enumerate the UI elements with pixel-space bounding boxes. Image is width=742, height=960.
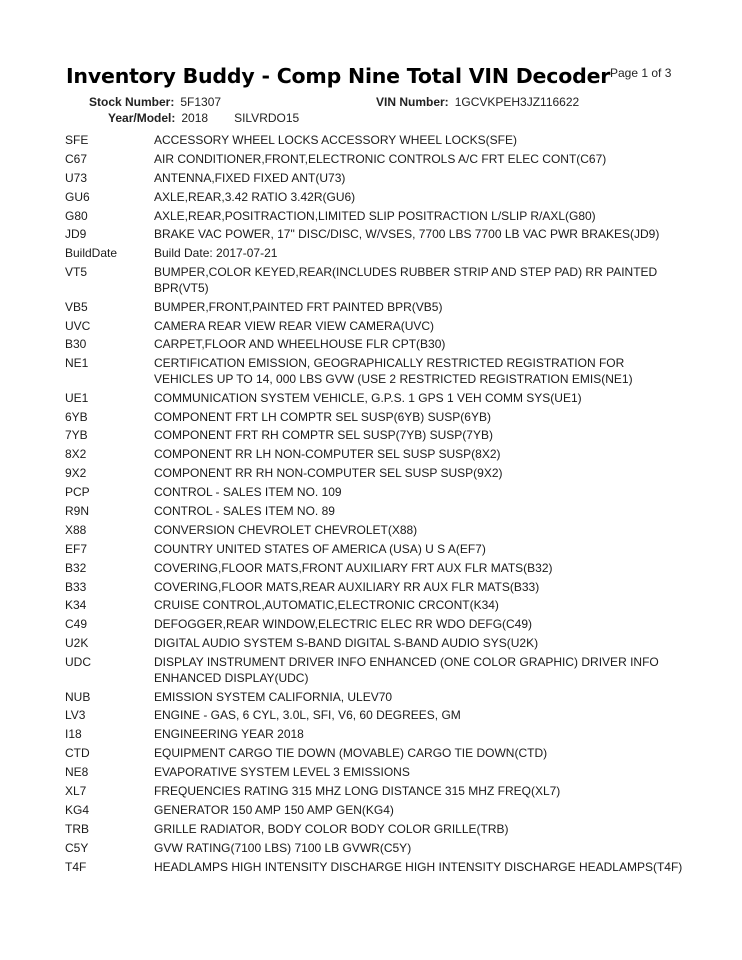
option-description: ANTENNA,FIXED FIXED ANT(U73) [154,170,346,185]
option-row [65,636,685,652]
option-code: NE1 [65,356,89,371]
option-row [65,319,685,335]
option-row [65,860,685,876]
option-row [65,765,685,781]
option-code: C5Y [65,840,89,855]
option-row [65,300,685,316]
option-row [65,803,685,819]
option-code: XL7 [65,784,87,798]
option-description: GRILLE RADIATOR, BODY COLOR BODY COLOR GRILLE(TRB) [154,821,509,836]
option-description: COMPONENT FRT RH COMPTR SEL SUSP(7YB) SUSP(7YB) [154,428,493,443]
option-row [65,356,685,387]
option-row [65,428,685,444]
option-row [65,841,685,857]
option-code: JD9 [65,227,87,242]
option-description: CARPET,FLOOR AND WHEELHOUSE FLR CPT(B30) [154,337,446,352]
option-description: COUNTRY UNITED STATES OF AMERICA (USA) U S A(EF7) [154,541,486,556]
option-description: DISPLAY INSTRUMENT DRIVER INFO ENHANCED (ONE COLOR GRAPHIC) DRIVER INFO ENHANCED DISPLAY(UDC) [154,655,659,685]
stock-number-label: Stock Number: [89,95,175,109]
option-description: AXLE,REAR,3.42 RATIO 3.42R(GU6) [154,189,356,204]
option-description: CAMERA REAR VIEW REAR VIEW CAMERA(UVC) [154,318,435,333]
option-code: C49 [65,617,88,632]
option-description: BRAKE VAC POWER, 17" DISC/DISC, W/VSES, 7700 LBS 7700 LB VAC PWR BRAKES(JD9) [154,227,660,242]
option-row [65,391,685,407]
option-code: C67 [65,151,88,166]
option-row [65,485,685,501]
option-code: SFE [65,133,89,147]
option-row [65,209,685,225]
option-code: B33 [65,579,87,594]
option-row [65,542,685,558]
option-row [65,580,685,596]
option-description: DIGITAL AUDIO SYSTEM S-BAND DIGITAL S-BAND AUDIO SYS(U2K) [154,636,539,651]
option-code: PCP [65,485,90,500]
option-row [65,337,685,353]
option-code: LV3 [65,708,86,723]
option-code: VB5 [65,299,88,314]
option-row [65,746,685,762]
year-model-label: Year/Model: [108,111,176,125]
option-description: CERTIFICATION EMISSION, GEOGRAPHICALLY RESTRICTED REGISTRATION FOR VEHICLES UP TO 14, 000 LBS GVW (USE 2 RESTRICTED REGISTRATION EMIS(NE1) [154,356,633,386]
vin-number-label: VIN Number: [376,95,449,109]
option-description: COMPONENT RR LH NON-COMPUTER SEL SUSP SUSP(8X2) [154,447,501,462]
option-description: BUMPER,FRONT,PAINTED FRT PAINTED BPR(VB5) [154,299,443,314]
option-description: DEFOGGER,REAR WINDOW,ELECTRIC ELEC RR WDO DEFG(C49) [154,617,533,632]
option-description: CRUISE CONTROL,AUTOMATIC,ELECTRONIC CRCONT(K34) [154,598,499,613]
vin-number-value: 1GCVKPEH3JZ116622 [454,95,580,109]
option-row [65,598,685,614]
stock-number-value: 5F1307 [180,95,222,109]
option-description: EQUIPMENT CARGO TIE DOWN (MOVABLE) CARGO TIE DOWN(CTD) [154,746,548,761]
option-row [65,561,685,577]
option-code: BuildDate [65,246,118,261]
option-code: TRB [65,821,89,836]
option-row [65,227,685,243]
option-description: GENERATOR 150 AMP 150 AMP GEN(KG4) [154,802,394,817]
option-description: COMPONENT FRT LH COMPTR SEL SUSP(6YB) SUSP(6YB) [154,409,491,424]
option-description: CONTROL - SALES ITEM NO. 109 [154,485,342,500]
option-row [65,133,685,149]
option-description: GVW RATING(7100 LBS) 7100 LB GVWR(C5Y) [154,840,412,855]
option-description: EVAPORATIVE SYSTEM LEVEL 3 EMISSIONS [154,765,410,780]
option-description: Build Date: 2017-07-21 [154,246,278,261]
option-code: KG4 [65,802,90,817]
option-description: COMMUNICATION SYSTEM VEHICLE, G.P.S. 1 GPS 1 VEH COMM SYS(UE1) [154,390,582,405]
option-row [65,690,685,706]
option-code: T4F [65,859,87,874]
option-row [65,708,685,724]
option-row [65,784,685,800]
option-code: X88 [65,522,87,537]
option-row [65,466,685,482]
option-description: CONVERSION CHEVROLET CHEVROLET(X88) [154,522,418,537]
year-model-field [108,111,299,125]
option-description: COVERING,FLOOR MATS,FRONT AUXILIARY FRT AUX FLR MATS(B32) [154,560,553,575]
option-description: COVERING,FLOOR MATS,REAR AUXILIARY RR AUX FLR MATS(B33) [154,579,540,594]
option-description: BUMPER,COLOR KEYED,REAR(INCLUDES RUBBER STRIP AND STEP PAD) RR PAINTED BPR(VT5) [154,265,658,295]
option-code: EF7 [65,541,88,556]
stock-number-field [89,95,221,109]
option-code: UE1 [65,390,89,405]
option-description: HEADLAMPS HIGH INTENSITY DISCHARGE HIGH INTENSITY DISCHARGE HEADLAMPS(T4F) [154,859,683,874]
option-code: G80 [65,208,88,223]
option-code: R9N [65,504,90,519]
option-code: B32 [65,560,87,575]
option-row [65,410,685,426]
page-indicator: Page 1 of 3 [610,66,672,80]
option-code: VT5 [65,265,88,280]
option-code: 9X2 [65,466,87,481]
option-row [65,655,685,686]
option-code: 6YB [65,409,88,424]
option-description: COMPONENT RR RH NON-COMPUTER SEL SUSP SUSP(9X2) [154,466,503,481]
option-row [65,523,685,539]
option-row [65,152,685,168]
option-code: U73 [65,170,88,185]
year-value: 2018 [181,111,209,125]
option-row [65,246,685,262]
option-description: ENGINEERING YEAR 2018 [154,727,304,742]
option-description: ENGINE - GAS, 6 CYL, 3.0L, SFI, V6, 60 DEGREES, GM [154,708,461,723]
option-description: ACCESSORY WHEEL LOCKS ACCESSORY WHEEL LOCKS(SFE) [154,133,517,147]
option-code: U2K [65,636,89,651]
option-description: EMISSION SYSTEM CALIFORNIA, ULEV70 [154,689,393,704]
option-code: I18 [65,727,82,742]
option-code: UDC [65,655,91,670]
option-row [65,171,685,187]
option-code: GU6 [65,189,90,204]
option-code: B30 [65,337,87,352]
option-row [65,504,685,520]
option-code: K34 [65,598,87,613]
document-title: Inventory Buddy - Comp Nine Total VIN Decoder [66,64,611,88]
option-code: CTD [65,746,90,761]
vin-number-field [376,95,579,109]
option-row [65,265,685,296]
model-value: SILVRDO15 [234,111,300,125]
option-row [65,822,685,838]
option-code: 8X2 [65,447,87,462]
option-code: NUB [65,689,91,704]
option-row [65,617,685,633]
option-description: AIR CONDITIONER,FRONT,ELECTRONIC CONTROLS A/C FRT ELEC CONT(C67) [154,151,607,166]
option-description: FREQUENCIES RATING 315 MHZ LONG DISTANCE 315 MHZ FREQ(XL7) [154,784,561,798]
option-code: NE8 [65,765,89,780]
option-row [65,727,685,743]
option-row [65,447,685,463]
option-code: 7YB [65,428,88,443]
option-description: CONTROL - SALES ITEM NO. 89 [154,504,335,519]
option-row [65,190,685,206]
option-code: UVC [65,318,91,333]
option-code-list [65,133,685,878]
option-description: AXLE,REAR,POSITRACTION,LIMITED SLIP POSITRACTION L/SLIP R/AXL(G80) [154,208,596,223]
